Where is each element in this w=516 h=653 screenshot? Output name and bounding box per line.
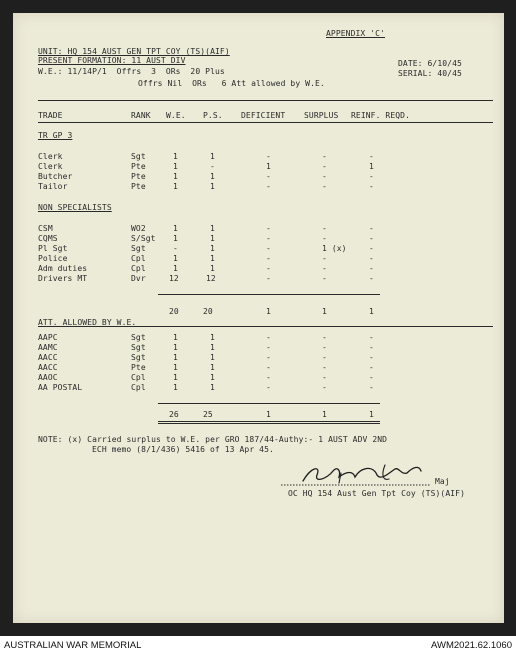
document-page (13, 13, 504, 623)
footer-institution: AUSTRALIAN WAR MEMORIAL (4, 640, 142, 651)
section-title-trgp3: TR GP 3 (38, 131, 73, 140)
cell-trade: Tailor (38, 182, 68, 191)
header-rank: RANK (131, 111, 151, 120)
cell-deficient: - (266, 333, 271, 342)
cell-ps: 1 (210, 152, 215, 161)
cell-deficient: - (266, 274, 271, 283)
cell-deficient: - (266, 244, 271, 253)
cell-deficient: - (266, 182, 271, 191)
cell-ps: - (210, 162, 215, 171)
cell-trade: Clerk (38, 162, 63, 171)
cell-surplus: - (322, 363, 327, 372)
cell-surplus: - (322, 234, 327, 243)
cell-deficient: - (266, 264, 271, 273)
we-line: W.E.: 11/14P/1 Offrs 3 ORs 20 Plus (38, 67, 225, 76)
footer-accession-number: AWM2021.62.1060 (431, 640, 512, 651)
cell-deficient: - (266, 363, 271, 372)
archive-footer (0, 636, 516, 653)
cell-deficient: - (266, 234, 271, 243)
cell-we: 1 (173, 224, 178, 233)
cell-surplus: - (322, 333, 327, 342)
header-reinf: REINF. REQD. (351, 111, 410, 120)
cell-rank: Pte (131, 363, 146, 372)
cell-ps: 1 (210, 234, 215, 243)
cell-trade: Police (38, 254, 68, 263)
header-surplus: SURPLUS (304, 111, 339, 120)
cell-surplus: - (322, 373, 327, 382)
cell-trade: AAMC (38, 343, 58, 352)
cell-reinf: - (369, 274, 374, 283)
cell-rank: Sgt (131, 343, 146, 352)
cell-ps: 1 (210, 182, 215, 191)
cell-reinf: 1 (369, 162, 374, 171)
cell-ps: 1 (210, 172, 215, 181)
handwritten-signature (281, 461, 441, 489)
cell-ps: 1 (210, 353, 215, 362)
cell-rank: WO2 (131, 224, 146, 233)
cell-reinf: - (369, 373, 374, 382)
cell-deficient: - (266, 224, 271, 233)
cell-trade: CQMS (38, 234, 58, 243)
cell-ps: 1 (210, 343, 215, 352)
cell-reinf: - (369, 333, 374, 342)
total-rule-bottom-2 (158, 423, 380, 424)
cell-rank: Cpl (131, 383, 146, 392)
cell-deficient: - (266, 353, 271, 362)
cell-surplus: - (322, 383, 327, 392)
cell-ps: 1 (210, 264, 215, 273)
formation-line: PRESENT FORMATION: 11 AUST DIV (38, 56, 186, 65)
cell-rank: Sgt (131, 152, 146, 161)
serial-line: SERIAL: 40/45 (398, 69, 462, 78)
subtotal-reinf: 1 (369, 307, 374, 316)
cell-deficient: - (266, 152, 271, 161)
cell-we: 1 (173, 162, 178, 171)
cell-we: 12 (169, 274, 179, 283)
cell-deficient: 1 (266, 162, 271, 171)
cell-we: 1 (173, 182, 178, 191)
cell-reinf: - (369, 224, 374, 233)
cell-reinf: - (369, 254, 374, 263)
subtotal-ps: 20 (203, 307, 213, 316)
cell-reinf: - (369, 363, 374, 372)
cell-rank: S/Sgt (131, 234, 156, 243)
cell-ps: 1 (210, 363, 215, 372)
cell-rank: Cpl (131, 254, 146, 263)
cell-deficient: - (266, 343, 271, 352)
cell-we: 1 (173, 343, 178, 352)
signature-rank: Maj (435, 477, 450, 486)
subtotal-rule (158, 294, 380, 295)
cell-rank: Sgt (131, 244, 146, 253)
signature-title: OC HQ 154 Aust Gen Tpt Coy (TS)(AIF) (288, 489, 465, 498)
cell-we: 1 (173, 152, 178, 161)
section-title-att-allowed: ATT. ALLOWED BY W.E. (38, 318, 137, 327)
cell-ps: 1 (210, 333, 215, 342)
cell-rank: Sgt (131, 333, 146, 342)
cell-reinf: - (369, 172, 374, 181)
cell-trade: Adm duties (38, 264, 88, 273)
cell-ps: 12 (206, 274, 216, 283)
cell-reinf: - (369, 152, 374, 161)
cell-surplus: - (322, 353, 327, 362)
cell-trade: CSM (38, 224, 53, 233)
cell-surplus: - (322, 172, 327, 181)
cell-trade: AAOC (38, 373, 58, 382)
section-title-non-specialists: NON SPECIALISTS (38, 203, 112, 212)
cell-reinf: - (369, 343, 374, 352)
header-trade: TRADE (38, 111, 63, 120)
cell-we: - (173, 244, 178, 253)
date-line: DATE: 6/10/45 (398, 59, 462, 68)
cell-trade: Drivers MT (38, 274, 88, 283)
total-rule-top (158, 403, 380, 404)
cell-deficient: - (266, 172, 271, 181)
cell-we: 1 (173, 172, 178, 181)
cell-trade: AACC (38, 363, 58, 372)
total-deficient: 1 (266, 410, 271, 419)
note-line-1: NOTE: (x) Carried surplus to W.E. per GRO 187/44-Authy:- 1 AUST ADV 2ND (38, 435, 388, 444)
cell-trade: AACC (38, 353, 58, 362)
cell-trade: Butcher (38, 172, 73, 181)
cell-ps: 1 (210, 224, 215, 233)
cell-rank: Pte (131, 182, 146, 191)
cell-we: 1 (173, 373, 178, 382)
cell-we: 1 (173, 264, 178, 273)
cell-surplus: - (322, 162, 327, 171)
cell-we: 1 (173, 234, 178, 243)
total-we: 26 (169, 410, 179, 419)
header-deficient: DEFICIENT (241, 111, 286, 120)
subtotal-deficient: 1 (266, 307, 271, 316)
cell-we: 1 (173, 383, 178, 392)
cell-surplus: - (322, 182, 327, 191)
cell-deficient: - (266, 254, 271, 263)
subtotal-surplus: 1 (322, 307, 327, 316)
cell-surplus: - (322, 343, 327, 352)
appendix-label: APPENDIX 'C' (326, 29, 385, 38)
cell-we: 1 (173, 333, 178, 342)
cell-rank: Pte (131, 172, 146, 181)
offrs-line: Offrs Nil ORs 6 Att allowed by W.E. (138, 79, 325, 88)
cell-rank: Dvr (131, 274, 146, 283)
header-rule-top (38, 100, 493, 101)
cell-we: 1 (173, 254, 178, 263)
cell-we: 1 (173, 353, 178, 362)
cell-trade: Clerk (38, 152, 63, 161)
total-ps: 25 (203, 410, 213, 419)
cell-reinf: - (369, 234, 374, 243)
total-surplus: 1 (322, 410, 327, 419)
cell-ps: 1 (210, 244, 215, 253)
unit-line: UNIT: HQ 154 AUST GEN TPT COY (TS)(AIF) (38, 47, 230, 56)
cell-rank: Cpl (131, 373, 146, 382)
cell-surplus: - (322, 254, 327, 263)
cell-deficient: - (266, 383, 271, 392)
note-line-2: ECH memo (8/1/436) 5416 of 13 Apr 45. (92, 445, 274, 454)
total-rule-bottom-1 (158, 421, 380, 422)
cell-ps: 1 (210, 383, 215, 392)
cell-reinf: - (369, 182, 374, 191)
header-we: W.E. (166, 111, 186, 120)
cell-deficient: - (266, 373, 271, 382)
cell-ps: 1 (210, 373, 215, 382)
cell-we: 1 (173, 363, 178, 372)
cell-rank: Sgt (131, 353, 146, 362)
cell-rank: Cpl (131, 264, 146, 273)
subtotal-we: 20 (169, 307, 179, 316)
cell-reinf: - (369, 383, 374, 392)
cell-trade: AAPC (38, 333, 58, 342)
cell-surplus: - (322, 152, 327, 161)
cell-reinf: - (369, 264, 374, 273)
total-reinf: 1 (369, 410, 374, 419)
cell-surplus: - (322, 274, 327, 283)
cell-trade: Pl Sgt (38, 244, 68, 253)
cell-surplus: - (322, 224, 327, 233)
cell-surplus: 1 (x) (322, 244, 347, 253)
cell-surplus: - (322, 264, 327, 273)
cell-reinf: - (369, 353, 374, 362)
header-ps: P.S. (203, 111, 223, 120)
header-rule-bottom (38, 122, 493, 123)
cell-trade: AA POSTAL (38, 383, 83, 392)
cell-reinf: - (369, 244, 374, 253)
cell-ps: 1 (210, 254, 215, 263)
cell-rank: Pte (131, 162, 146, 171)
